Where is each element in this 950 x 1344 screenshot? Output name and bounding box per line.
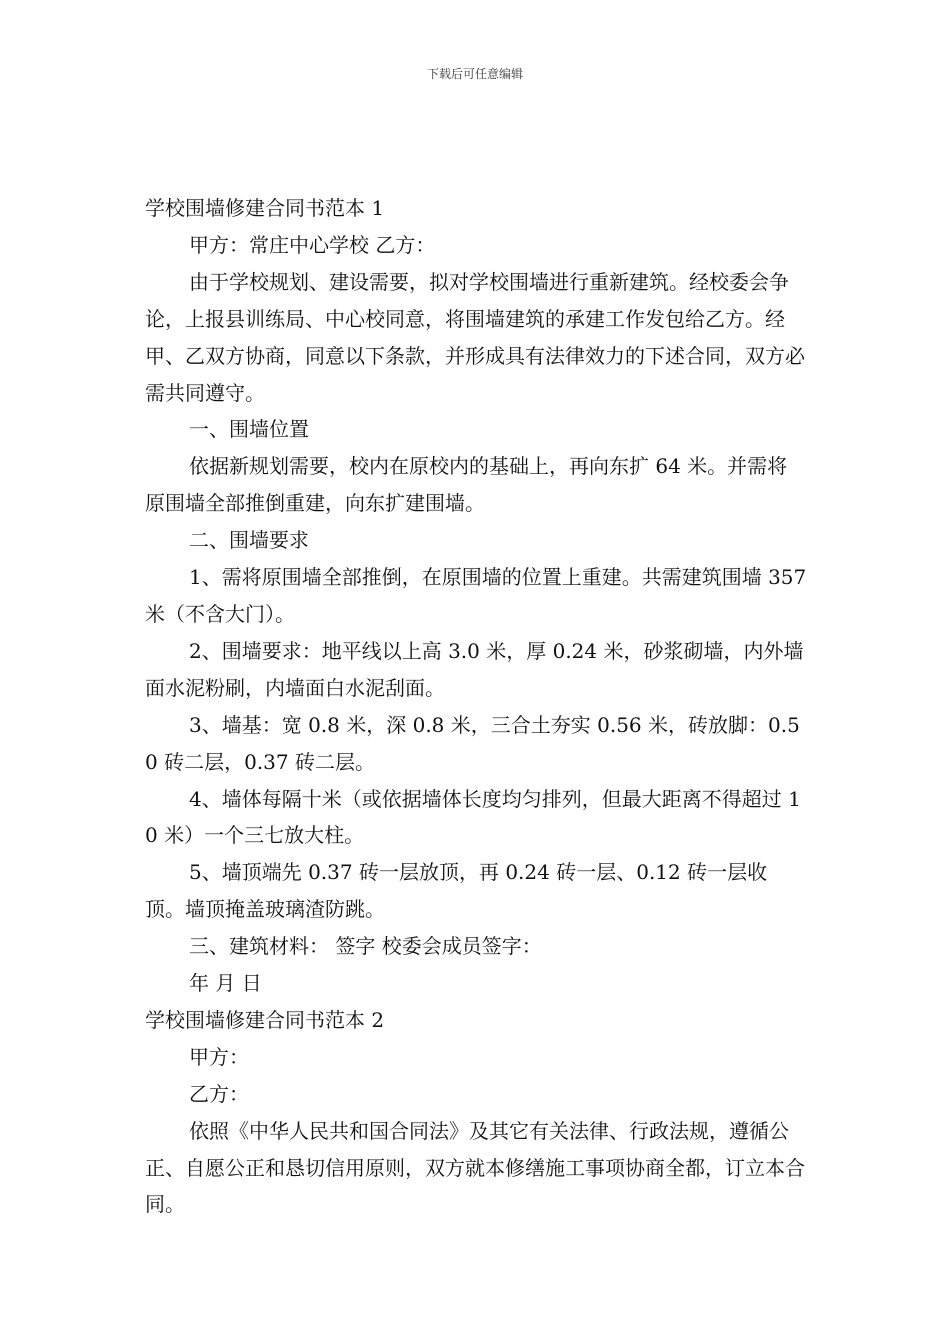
header-note: 下载后可任意编辑 — [426, 67, 523, 81]
document-body — [145, 190, 807, 1223]
section-title-2: 学校围墙修建合同书范本 2 — [145, 1007, 385, 1032]
requirement-item-5: 5、墙顶端先 0.37 砖一层放顶，再 0.24 砖一层、0.12 砖一层收顶。墙顶掩盖玻璃渣防跳。 — [145, 860, 768, 922]
requirement-item-3: 3、墙基：宽 0.8 米，深 0.8 米，三合土夯实 0.56 米，砖放脚：0.50 砖二层，0.37 砖二层。 — [145, 712, 800, 774]
party-a-line: 甲方： — [189, 1044, 249, 1069]
contract-intro-paragraph: 依照《中华人民共和国合同法》及其它有关法律、行政法规，遵循公正、自愿公正和恳切信用原则，双方就本修缮施工事项协商全都，订立本合同。 — [145, 1118, 805, 1217]
clause-heading-1: 一、围墙位置 — [189, 417, 309, 442]
requirement-item-4: 4、墙体每隔十米（或依据墙体长度均匀排列，但最大距离不得超过 10 米）一个三七放大柱。 — [145, 786, 801, 848]
party-line: 甲方：常庄中心学校 乙方： — [189, 232, 436, 257]
clause-heading-2: 二、围墙要求 — [189, 528, 309, 553]
clause-heading-3: 三、建筑材料： 签字 校委会成员签字： — [189, 934, 542, 959]
requirement-item-1: 1、需将原围墙全部推倒，在原围墙的位置上重建。共需建筑围墙 357 米（不含大门）。 — [145, 565, 807, 626]
intro-paragraph: 由于学校规划、建设需要，拟对学校围墙进行重新建筑。经校委会争论，上报县训练局、中心校同意，将围墙建筑的承建工作发包给乙方。经甲、乙双方协商，同意以下条款，并形成具有法律效力的下述合同，双方必需共同遵守。 — [145, 269, 805, 405]
date-line: 年 月 日 — [189, 971, 262, 996]
clause-paragraph-1: 依据新规划需要，校内在原校内的基础上，再向东扩 64 米。并需将原围墙全部推倒重建，向东扩建围墙。 — [145, 454, 788, 516]
section-title-1: 学校围墙修建合同书范本 1 — [145, 196, 385, 220]
party-b-line: 乙方： — [189, 1081, 249, 1106]
requirement-item-2: 2、围墙要求：地平线以上高 3.0 米，厚 0.24 米，砂浆砌墙，内外墙面水泥粉刷，内墙面白水泥刮面。 — [145, 638, 804, 700]
